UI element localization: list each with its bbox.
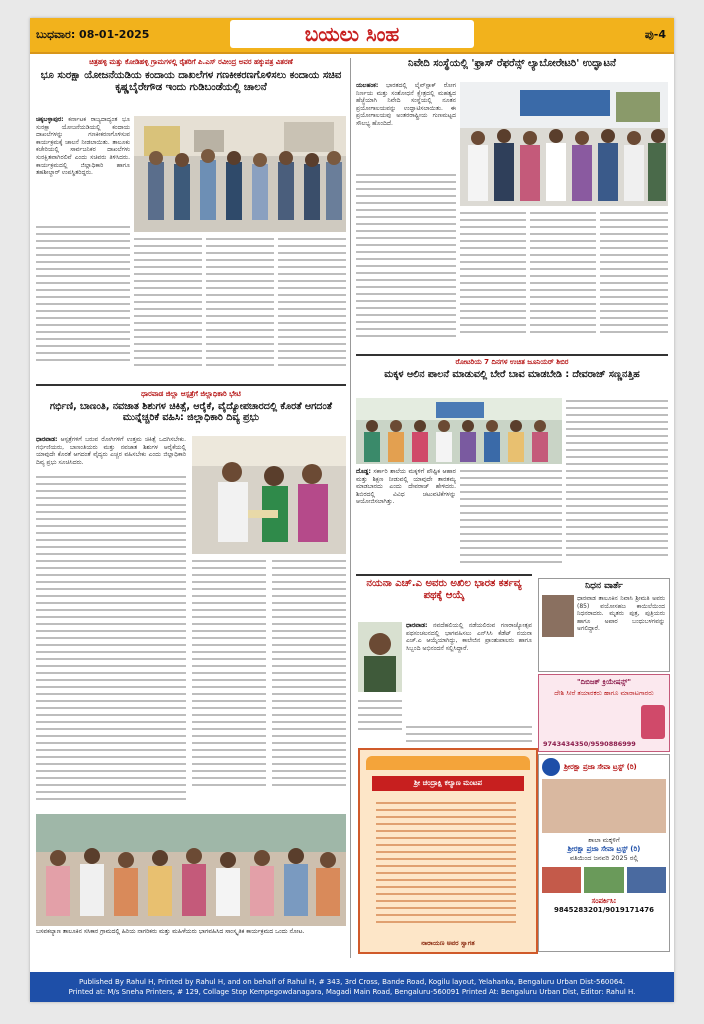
- saree-ad-phone: 9743434350/9590886999: [543, 740, 636, 748]
- story4-byline: ದೊಡ್ಡ:: [356, 468, 371, 475]
- obituary-text: ಧಾರವಾಡ ತಾಲೂಕಿನ ನಿವಾಸಿ ಶ್ರೀಮತಿ ಅವರು (85) ವಯೋಸಹಜ ಕಾಯಿಲೆಯಿಂದ ನಿಧನರಾದರು. ಮೃತರು ಪುತ್ರ, ಪುತ್ರಿಯರು ಹಾಗೂ ಅಪಾರ ಬಂಧುಬಳಗವನ್ನು ಅಗಲಿದ್ದಾರೆ.: [577, 595, 665, 633]
- story2-text-lines: [36, 476, 186, 805]
- story2-kicker: ಧಾರವಾಡ ಜಿಲ್ಲಾ ಆಸ್ಪತ್ರೆಗೆ ಜಿಲ್ಲಾಧಿಕಾರಿ ಭೇಟಿ: [141, 390, 241, 398]
- divider: [36, 384, 346, 386]
- obituary-headline: ನಿಧನ ವಾರ್ತೆ: [585, 581, 623, 591]
- story1-text-lines: [36, 226, 130, 366]
- story1-photo: [134, 116, 346, 232]
- story1-column-4: [278, 236, 346, 380]
- story5-column-2: [358, 698, 402, 738]
- issue-date: ಬುಧವಾರ: 08-01-2025: [36, 28, 150, 41]
- story2-text: ಆಸ್ಪತ್ರೆಗಳಿಗೆ ಬರುವ ರೋಗಿಗಳಿಗೆ ಉತ್ತಮ ಚಿಕಿತ್ಸೆ ಒದಗಿಸಬೇಕು. ಗರ್ಭಿಣಿಯರು, ಬಾಣಂತಿಯರು ಮತ್ತು ನವಜಾತ ಶಿಶುಗಳ ಆರೈಕೆಯಲ್ಲಿ ಯಾವುದೇ ಕೊರತೆ ಆಗದಂತೆ ವೈದ್ಯರು ಎಚ್ಚರ ವಹಿಸಬೇಕು ಎಂದು ಜಿಲ್ಲಾಧಿಕಾರಿ ದಿವ್ಯ ಪ್ರಭು ಸೂಚಿಸಿದರು.: [36, 436, 186, 466]
- story1-text: ಕರ್ನಾಟಕ ರಾಜ್ಯದಾದ್ಯಂತ ಭೂ ಸುರಕ್ಷಾ ಯೋಜನೆಯಡಿಯಲ್ಲಿ ಕಂದಾಯ ದಾಖಲೆಗಳನ್ನು ಗಣಕೀಕರಣಗೊಳಿಸುವ ಕಾರ್ಯಕ್ರಮಕ್ಕೆ ಚಾಲನೆ ನೀಡಲಾಯಿತು. ತಾಲೂಕು ಕಚೇರಿಯಲ್ಲಿ ಸಾರ್ವಜನಿಕರ ದಾಖಲೆಗಳು ಸುರಕ್ಷಿತವಾಗಿರಲಿವೆ ಎಂದು ಸಚಿವರು ತಿಳಿಸಿದರು. ಕಾರ್ಯಕ್ರಮದಲ್ಲಿ ಜಿಲ್ಲಾಧಿಕಾರಿ ಹಾಗೂ ತಹಶೀಲ್ದಾರ್ ಉಪಸ್ಥಿತರಿದ್ದರು.: [36, 116, 130, 177]
- story1-headline: ಭೂ ಸುರಕ್ಷಾ ಯೋಜನೆಯಡಿಯ ಕಂದಾಯ ದಾಖಲೆಗಳ ಗಣಕೀಕರಣಗೊಳಿಸಲು ಕಂದಾಯ ಸಚಿವ ಕೃಷ್ಣಬೈರೇಗೌಡ ಇಂದು ಗುಡಿಬಂಡೆಯಲ್ಲಿ ಚಾಲನೆ: [40, 70, 342, 93]
- story5-byline: ಧಾರವಾಡ:: [406, 622, 428, 629]
- story1-column-2: [134, 236, 202, 380]
- story1-column-3: [206, 236, 274, 380]
- story2-photo: [192, 436, 346, 554]
- imprint-line-1: Published By Rahul H, Printed by Rahul H, and on behalf of Rahul H, # 343, 3rd Cross, Bande Road, Kogilu layout, Yelahanka, Bengaluru Urban Dist-560064.: [79, 978, 625, 986]
- story3-header: [356, 58, 668, 80]
- story1-kicker: ಚಿತ್ರಹಳ್ಳಿ ಮತ್ತು ಕೋಡಿಹಳ್ಳಿ ಗ್ರಾಮಗಳಲ್ಲಿ ರೈತರಿಗೆ ಪಿ.ಎಸ್ ರವೀಂದ್ರ ಅವರ ಹಕ್ಕುಪತ್ರ ವಿತರಣೆ: [89, 58, 293, 66]
- story5-column-1: [406, 622, 532, 722]
- trust-ad-contact-label: ಸಂಪರ್ಕಿಸಿ:: [591, 897, 617, 905]
- story4-photo: [356, 398, 562, 464]
- story4-column-3: [566, 398, 668, 570]
- story3-column-4: [600, 210, 668, 350]
- invite-text-lines: [376, 802, 516, 928]
- story2-header: [36, 390, 346, 432]
- story3-column-3: [530, 210, 596, 350]
- trust-ad-line1: ಶಾಲಾ ಮಕ್ಕಳಿಗೆ: [588, 836, 620, 844]
- story4-header: [356, 358, 668, 394]
- saree-ad-title: "ದಿಬಿಜಕ್ ಕ್ರಿಯೇಷನ್ಸ್": [576, 678, 632, 686]
- story3-column-2: [460, 210, 526, 350]
- wedding-invite-ad: [358, 748, 538, 954]
- story2-column-2: [192, 558, 266, 808]
- story2-column-1: [36, 436, 186, 808]
- obituary-photo: [542, 595, 574, 637]
- story3-photo: [460, 82, 668, 206]
- story1-byline: ಚಿಕ್ಕಬಳ್ಳಾಪುರ:: [36, 116, 64, 123]
- trust-ad-phone: 9845283201/9019171476: [554, 906, 654, 914]
- story4-headline: ಮಕ್ಕಳ ಆಲಿನ ಪಾಲನೆ ಮಾಡುವಲ್ಲಿ ಬೇರೆ ಬಾವ ಮಾಡಬೇಡಿ : ದೇವರಾಜ್ ಸಣ್ಣನತ್ತಿಹ: [384, 369, 640, 380]
- story2-byline: ಧಾರವಾಡ:: [36, 436, 58, 443]
- story4-kicker: ರೋಟರಿಯ 7 ದಿನಗಳ ಉಚಿತ ಜೂನಿಯರ್ ಶಿಬಿರ: [455, 358, 569, 366]
- story2-headline: ಗರ್ಭಿಣಿ, ಬಾಣಂತಿ, ನವಜಾತ ಶಿಶುಗಳ ಚಿಕಿತ್ಸೆ, ಆರೈಕೆ, ವೈದ್ಯೋಪಚಾರದಲ್ಲಿ ಕೊರತೆ ಆಗದಂತೆ ಮುನ್ನೆಚ್ಚರಿಕೆ ವಹಿಸಿ: ಜಿಲ್ಲಾಧಿಕಾರಿ ದಿವ್ಯ ಪ್ರಭು: [49, 401, 333, 423]
- invite-title: ಶ್ರೀ ಚಂದ್ರಾಕ್ಷಿ ಕಲ್ಯಾಣ ಮಂಟಪ: [372, 776, 524, 791]
- masthead: [30, 18, 674, 54]
- imprint-line-2: Printed at: M/s Sneha Printers, # 129, Collage Stop Kempegowdanagara, Magadi Main Road, Bengaluru-560091 Printed At: Bengaluru Urban Dist, Editor: Rahul H.: [68, 988, 636, 996]
- story4-column-2: [460, 468, 562, 570]
- trust-ad-line3: ವತಿಯಿಂದ ಜನವರಿ 2025 ರಲ್ಲಿ: [569, 854, 639, 862]
- saree-ad-image: [641, 705, 665, 739]
- group-photo-caption: ಬಸವಕಲ್ಯಾಣ ತಾಲೂಕಿನ ಸಸಿಕಾರ ಗ್ರಾಮದಲ್ಲಿ ಹಿರಿಯ ನಾಗರಿಕರು ಮತ್ತು ಮಹಿಳೆಯರು ಭಾಗವಹಿಸಿದ ಸಾಂಸ್ಕೃತಿಕ ಕಾರ್ಯಕ್ರಮದ ಒಂದು ನೋಟ.: [36, 928, 305, 935]
- story1-column-1: [36, 116, 130, 380]
- story3-byline: ಯಲಹಂಕ:: [356, 82, 379, 89]
- story5-photo: [358, 622, 402, 692]
- newspaper-title: ಬಯಲು ಸಿಂಹ: [230, 20, 474, 48]
- obituary-box: [538, 578, 670, 672]
- trust-ad-line2: ಶ್ರೀರಕ್ಷಾ ಪ್ರಜಾ ಸೇವಾ ಟ್ರಸ್ಟ್ (ರಿ): [567, 845, 641, 853]
- story3-column-1: [356, 82, 456, 350]
- invite-arch: [366, 756, 530, 770]
- trust-ad-photo: [542, 779, 666, 833]
- divider: [356, 574, 532, 576]
- group-photo: [36, 814, 346, 926]
- imprint-footer: [30, 972, 674, 1002]
- saree-ad: [538, 674, 670, 752]
- saree-ad-text: ದೇಶಿ ಸೀರೆ ತಯಾರಕರು ಹಾಗೂ ಮಾರಾಟಗಾರರು: [554, 689, 654, 697]
- trust-ad: [538, 754, 670, 952]
- divider: [356, 354, 668, 356]
- trust-logo-icon: [542, 758, 560, 776]
- trust-ad-title: ಶ್ರೀರಕ್ಷಾ ಪ್ರಜಾ ಸೇವಾ ಟ್ರಸ್ಟ್ (ರಿ): [564, 762, 637, 771]
- invite-footer: ನಾರಾಯಣ ಅವರ ಸ್ವಾಗತ: [421, 939, 475, 947]
- column-rule: [350, 58, 351, 958]
- story4-text: ಸರ್ಕಾರಿ ಶಾಲೆಯ ಮಕ್ಕಳಿಗೆ ಪೌಷ್ಟಿಕ ಆಹಾರ ಮತ್ತು ಶಿಕ್ಷಣ ನೀಡುವಲ್ಲಿ ಯಾವುದೇ ತಾರತಮ್ಯ ಮಾಡಬಾರದು ಎಂದು ದೇವರಾಜ್ ಹೇಳಿದರು. ಶಿಬಿರದಲ್ಲಿ ವಿವಿಧ ಚಟುವಟಿಕೆಗಳನ್ನು ಆಯೋಜಿಸಲಾಗಿತ್ತು.: [356, 468, 456, 506]
- newspaper-page: [30, 18, 674, 1002]
- story5-column-3: [406, 724, 532, 744]
- story5-headline: ನಯನಾ ಎಚ್.ಎ ಅವರು ಅಖಿಲ ಭಾರತ ಕರ್ತವ್ಯ ಪಥಕ್ಕೆ ಆಯ್ಕೆ: [366, 578, 522, 601]
- story1-header: [36, 58, 346, 114]
- story2-column-3: [272, 558, 346, 808]
- story3-headline: ನಿವೇದಿ ಸಂಸ್ಥೆಯಲ್ಲಿ 'ಫ್ರಾಸ್ ರೆಫರೆನ್ಸ್ ಲ್ಯಾಬೋರೇಟರಿ' ಉದ್ಘಾಟನೆ: [408, 58, 616, 69]
- story4-column-1: [356, 468, 456, 570]
- page-number: ಪು-4: [644, 28, 666, 41]
- story5-header: [356, 578, 532, 618]
- story3-text: ಭಾರತದಲ್ಲಿ ಲೈವ್‌ಸ್ಟಾಕ್ ರೋಗ ನಿರ್ಣಯ ಮತ್ತು ಸಂಶೋಧನೆ ಕ್ಷೇತ್ರದಲ್ಲಿ ಮಹತ್ವದ ಹೆಜ್ಜೆಯಾಗಿ ನಿವೇದಿ ಸಂಸ್ಥೆಯಲ್ಲಿ ನೂತನ ಪ್ರಯೋಗಾಲಯವನ್ನು ಉದ್ಘಾಟಿಸಲಾಯಿತು. ಈ ಪ್ರಯೋಗಾಲಯವು ಅಂತರರಾಷ್ಟ್ರೀಯ ಗುಣಮಟ್ಟದ ಸೌಲಭ್ಯ ಹೊಂದಿದೆ.: [356, 82, 456, 127]
- story5-text: ನವದೆಹಲಿಯಲ್ಲಿ ನಡೆಯಲಿರುವ ಗಣರಾಜ್ಯೋತ್ಸವ ಪಥಸಂಚಲನದಲ್ಲಿ ಭಾಗವಹಿಸಲು ಎನ್‌ಸಿಸಿ ಕೆಡೆಟ್ ನಯನಾ ಎಚ್.ಎ ಆಯ್ಕೆಯಾಗಿದ್ದು, ಕಾಲೇಜಿನ ಪ್ರಾಂಶುಪಾಲರು ಹಾಗೂ ಸಿಬ್ಬಂದಿ ಅಭಿನಂದನೆ ಸಲ್ಲಿಸಿದ್ದಾರೆ.: [406, 622, 532, 652]
